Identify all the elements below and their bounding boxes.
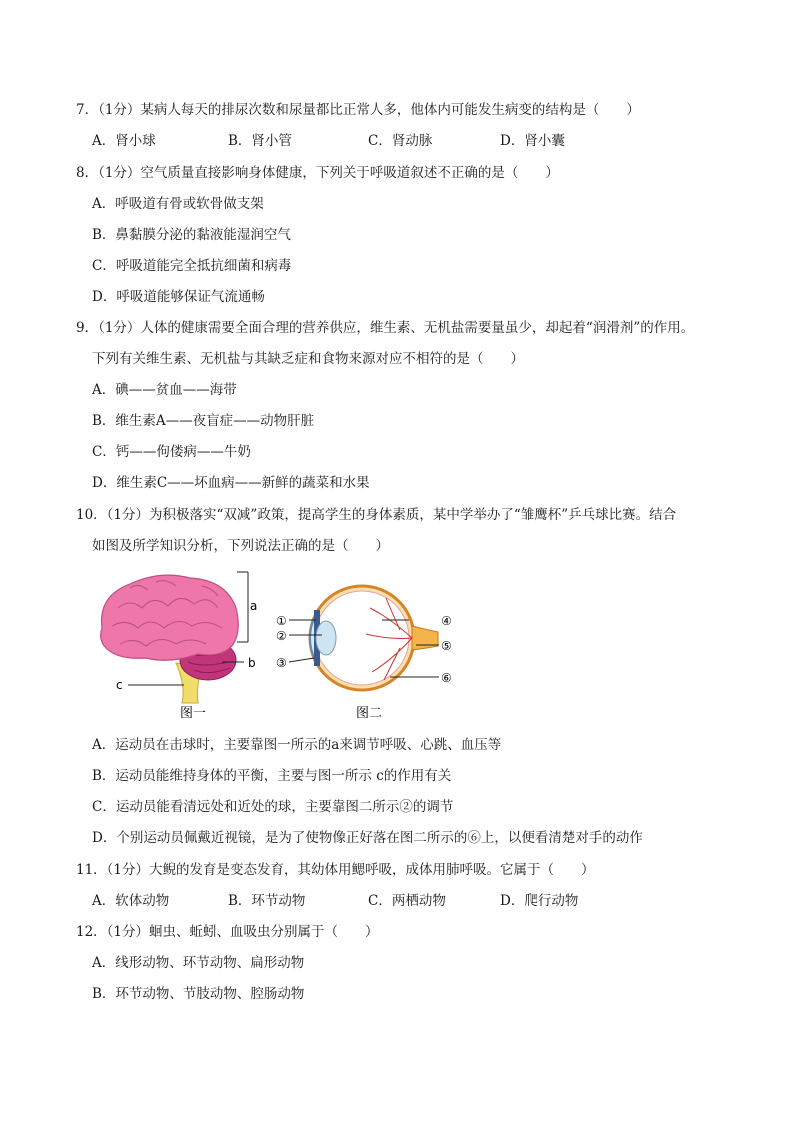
option-a: A．运动员在击球时，主要靠图一所示的a来调节呼吸、心跳、血压等: [92, 737, 502, 753]
fig1-caption: 图一: [180, 706, 207, 721]
option-c: C．运动员能看清远处和近处的球，主要靠图二所示②的调节: [92, 799, 454, 815]
option-b: B．维生素A——夜盲症——动物肝脏: [92, 413, 315, 429]
eye-illustration: [310, 586, 438, 690]
option-d: D．维生素C——坏血病——新鲜的蔬菜和水果: [92, 475, 370, 491]
option-a: A．呼吸道有骨或软骨做支架: [92, 196, 264, 212]
fig2-label-4: ④: [441, 614, 452, 628]
option-d: D．肾小囊: [500, 133, 565, 149]
option-c: C．钙——佝偻病——牛奶: [92, 444, 251, 460]
question-8-stem: 8．（1分）空气质量直接影响身体健康，下列关于呼吸道叙述不正确的是（ ）: [76, 165, 559, 181]
question-7-stem: 7．（1分）某病人每天的排尿次数和尿量都比正常人多，他体内可能发生病变的结构是（ ）: [76, 102, 640, 118]
option-a: A．线形动物、环节动物、扁形动物: [92, 955, 305, 971]
option-a: A．碘——贫血——海带: [92, 382, 237, 398]
option-a: A．肾小球: [92, 133, 156, 149]
fig1-label-b: b: [248, 656, 256, 670]
option-d: D．呼吸道能够保证气流通畅: [92, 289, 265, 305]
option-b: B．肾小管: [228, 133, 292, 149]
fig2-label-2: ②: [276, 629, 287, 643]
fig1-label-c: c: [116, 678, 123, 692]
fig2-label-5: ⑤: [441, 639, 452, 653]
fig1-label-a: a: [250, 599, 258, 613]
question-10-figure: [90, 568, 470, 723]
option-d: D．个别运动员佩戴近视镜，是为了使物像正好落在图二所示的⑥上，以便看清楚对手的动作: [92, 830, 643, 846]
option-b: B．运动员能维持身体的平衡，主要与图一所示 c的作用有关: [92, 768, 452, 784]
fig2-label-6: ⑥: [441, 671, 452, 685]
option-b: B．环节动物: [228, 893, 306, 909]
question-9-stem: 9．（1分）人体的健康需要全面合理的营养供应，维生素、无机盐需要量虽少，却起着“润滑剂”的作用。: [76, 320, 695, 336]
option-c: C．两栖动物: [368, 893, 446, 909]
question-10-stem-continued: 如图及所学知识分析，下列说法正确的是（ ）: [92, 538, 389, 554]
question-9-stem-continued: 下列有关维生素、无机盐与其缺乏症和食物来源对应不相符的是（ ）: [92, 351, 524, 367]
question-10-stem: 10．（1分）为积极落实“双减”政策，提高学生的身体素质，某中学举办了“雏鹰杯”乒乓球比赛。结合: [76, 507, 677, 523]
question-11-options: [0, 891, 794, 911]
option-d: D．爬行动物: [500, 893, 579, 909]
question-7-options: [0, 131, 794, 151]
option-b: B．环节动物、节肢动物、腔肠动物: [92, 986, 305, 1002]
fig2-label-1: ①: [276, 614, 287, 628]
question-11-stem: 11．（1分）大鲵的发育是变态发育，其幼体用鳃呼吸，成体用肺呼吸。它属于（ ）: [76, 862, 595, 878]
option-c: C．呼吸道能完全抵抗细菌和病毒: [92, 258, 292, 274]
option-b: B．鼻黏膜分泌的黏液能湿润空气: [92, 227, 291, 243]
option-c: C．肾动脉: [368, 133, 433, 149]
fig2-label-3: ③: [276, 656, 287, 670]
fig2-caption: 图二: [356, 706, 383, 721]
option-a: A．软体动物: [92, 893, 170, 909]
question-12-stem: 12．（1分）蛔虫、蚯蚓、血吸虫分别属于（ ）: [76, 924, 379, 940]
